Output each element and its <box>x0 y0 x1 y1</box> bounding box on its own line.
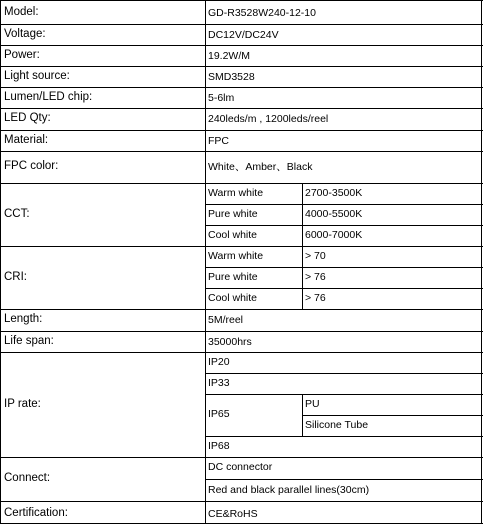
light-source-value: SMD3528 <box>208 71 255 83</box>
connect-option-wires: Red and black parallel lines(30cm) <box>208 484 370 496</box>
cri-name-pure: Pure white <box>208 271 258 283</box>
cct-name-warm: Warm white <box>208 187 264 199</box>
certification-label: Certification: <box>4 507 68 519</box>
led-qty-value: 240leds/m , 1200leds/reel <box>208 113 329 125</box>
ip-option-ip20: IP20 <box>208 356 230 368</box>
cri-value-warm: > 70 <box>305 250 326 262</box>
cri-value-cool: > 76 <box>305 292 326 304</box>
model-label: Model: <box>4 6 39 18</box>
ip-option-ip68: IP68 <box>208 440 230 452</box>
connect-option-dc: DC connector <box>208 461 273 473</box>
fpc-color-value: White、Amber、Black <box>208 161 313 173</box>
power-label: Power: <box>4 49 40 61</box>
length-value: 5M/reel <box>208 314 244 326</box>
ip-option-ip65: IP65 <box>208 408 230 420</box>
cri-name-cool: Cool white <box>208 292 258 304</box>
life-span-value: 35000hrs <box>208 336 252 348</box>
cct-label: CCT: <box>4 208 30 220</box>
material-value: FPC <box>208 135 229 147</box>
model-value: GD-R3528W240-12-10 <box>208 7 316 19</box>
ip-rate-label: IP rate: <box>4 398 41 410</box>
lumen-value: 5-6lm <box>208 92 235 104</box>
cct-value-cool: 6000-7000K <box>305 229 363 241</box>
life-span-label: Life span: <box>4 335 54 347</box>
cri-value-pure: > 76 <box>305 271 326 283</box>
voltage-value: DC12V/DC24V <box>208 29 279 41</box>
length-label: Length: <box>4 313 43 325</box>
cri-name-warm: Warm white <box>208 250 264 262</box>
power-value: 19.2W/M <box>208 50 251 62</box>
connect-label: Connect: <box>4 472 51 484</box>
material-label: Material: <box>4 134 49 146</box>
ip65-type-silicone: Silicone Tube <box>305 419 369 431</box>
cri-label: CRI: <box>4 271 27 283</box>
cct-name-pure: Pure white <box>208 208 258 220</box>
fpc-color-label: FPC color: <box>4 160 59 172</box>
led-qty-label: LED Qty: <box>4 112 51 124</box>
ip65-type-pu: PU <box>305 398 320 410</box>
cct-value-pure: 4000-5500K <box>305 208 363 220</box>
lumen-label: Lumen/LED chip: <box>4 91 93 103</box>
ip-option-ip33: IP33 <box>208 377 230 389</box>
cct-name-cool: Cool white <box>208 229 258 241</box>
light-source-label: Light source: <box>4 70 70 82</box>
voltage-label: Voltage: <box>4 28 46 40</box>
cct-value-warm: 2700-3500K <box>305 187 363 199</box>
certification-value: CE&RoHS <box>208 508 258 520</box>
